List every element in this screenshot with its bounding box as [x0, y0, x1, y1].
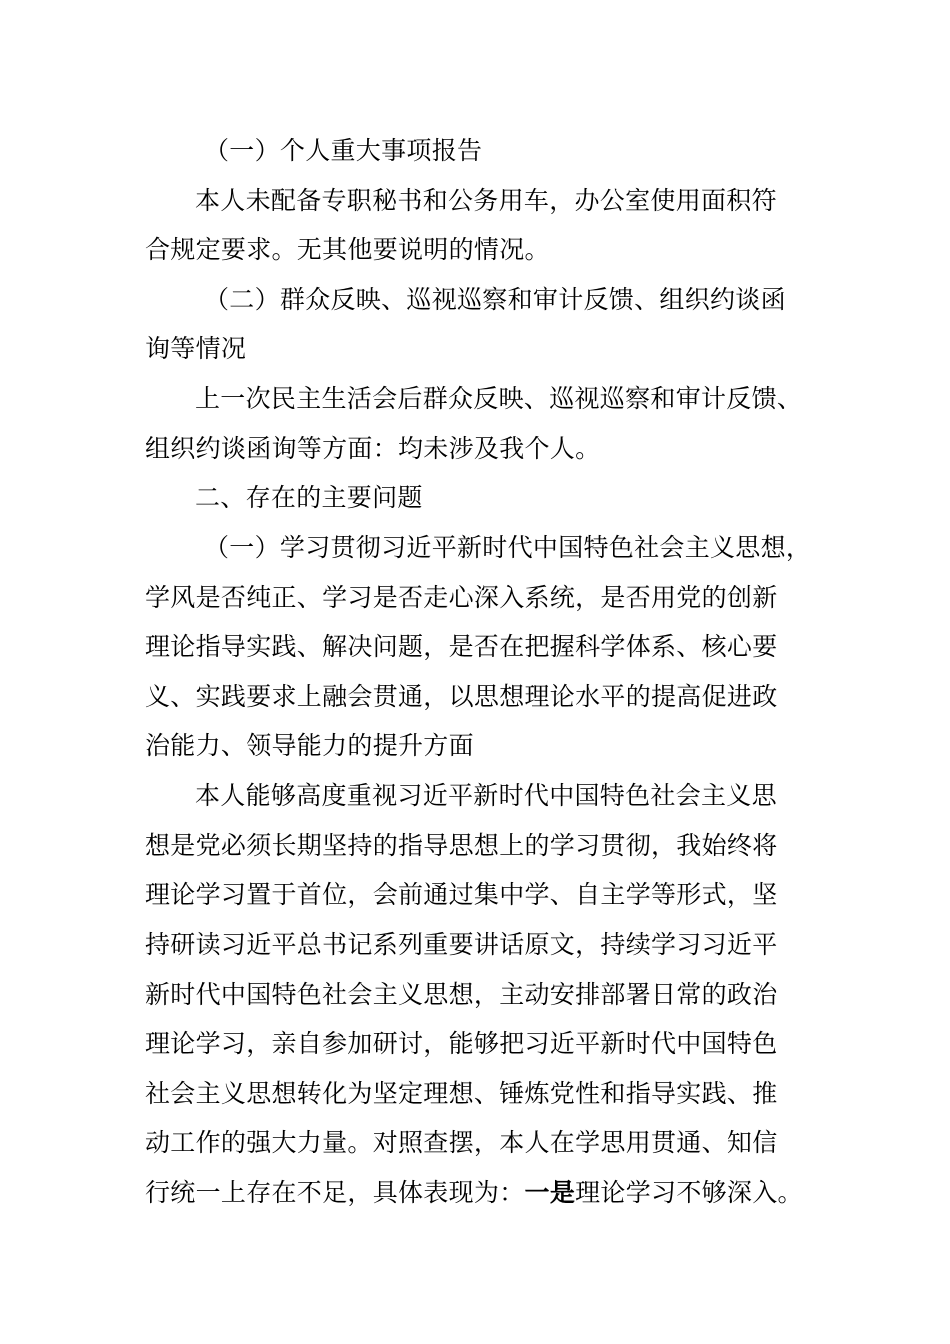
- paragraph-line: 持研读习近平总书记系列重要讲话原文，持续学习习近平: [145, 930, 778, 959]
- paragraph-line: 理论学习置于首位，会前通过集中学、自主学等形式，坚: [145, 880, 778, 909]
- paragraph-line: 本人能够高度重视习近平新时代中国特色社会主义思: [195, 781, 777, 810]
- section-heading-main-problems: 二、存在的主要问题: [195, 483, 423, 512]
- subsection-heading-study: （一）学习贯彻习近平新时代中国特色社会主义思想，: [204, 533, 812, 562]
- emphasis-first-point: 一是: [524, 1178, 576, 1207]
- paragraph-line: 组织约谈函询等方面：均未涉及我个人。: [145, 434, 601, 463]
- paragraph-line: 上一次民主生活会后群众反映、巡视巡察和审计反馈、: [195, 384, 803, 413]
- subsection-heading-study-cont: 学风是否纯正、学习是否走心深入系统，是否用党的创新: [145, 583, 778, 612]
- paragraph-line: 想是党必须长期坚持的指导思想上的学习贯彻，我始终将: [145, 831, 778, 860]
- paragraph-line: 动工作的强大力量。对照查摆，本人在学思用贯通、知信: [145, 1128, 778, 1157]
- paragraph-line-last: [145, 1176, 803, 1210]
- subsection-heading-study-cont: 义、实践要求上融会贯通，以思想理论水平的提高促进政: [145, 682, 778, 711]
- section-heading-feedback: （二）群众反映、巡视巡察和审计反馈、组织约谈函: [204, 285, 786, 314]
- paragraph-line: 合规定要求。无其他要说明的情况。: [145, 235, 550, 264]
- paragraph-line: 理论学习，亲自参加研讨，能够把习近平新时代中国特色: [145, 1029, 778, 1058]
- last-line-text-end: 理论学习不够深入。: [575, 1178, 803, 1207]
- subsection-heading-study-cont: 理论指导实践、解决问题，是否在把握科学体系、核心要: [145, 632, 778, 661]
- paragraph-line: 社会主义思想转化为坚定理想、锤炼党性和指导实践、推: [145, 1079, 778, 1108]
- paragraph-line: 本人未配备专职秘书和公务用车，办公室使用面积符: [195, 186, 777, 215]
- section-heading-personal-matters: （一）个人重大事项报告: [204, 136, 483, 165]
- subsection-heading-study-cont: 治能力、领导能力的提升方面: [145, 731, 474, 760]
- paragraph-line: 新时代中国特色社会主义思想，主动安排部署日常的政治: [145, 980, 778, 1009]
- last-line-text: 行统一上存在不足，具体表现为：: [145, 1178, 525, 1207]
- section-heading-feedback-cont: 询等情况: [145, 334, 247, 363]
